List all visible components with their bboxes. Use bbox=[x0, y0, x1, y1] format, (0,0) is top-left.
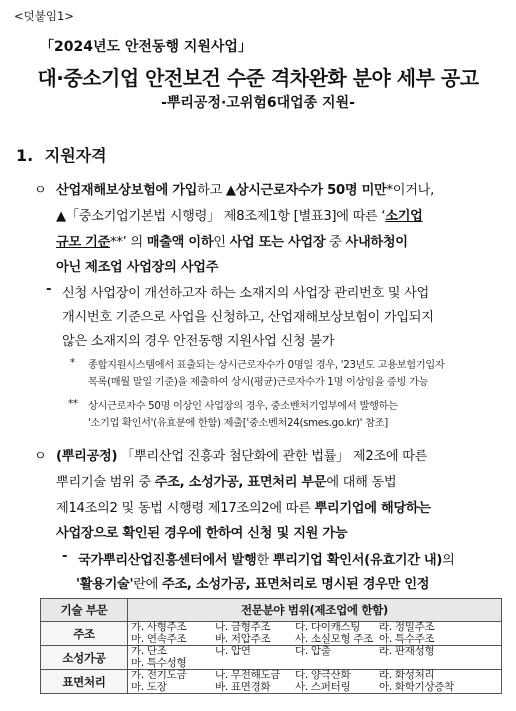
text-run: 중 bbox=[325, 235, 346, 250]
bullet1-line4: 아닌 제조업 사업장의 사업주 bbox=[56, 260, 219, 275]
table-row bbox=[41, 646, 502, 670]
text-run: ▲상시근로자수가 50명 미만 bbox=[225, 183, 387, 198]
table-header-scope: 전문분야 범위(제조업에 한함) bbox=[128, 599, 502, 622]
note1-marker: * bbox=[70, 358, 75, 369]
list-item: 라. 판재성형 bbox=[379, 645, 435, 657]
table-row-category: 소성가공 bbox=[41, 646, 128, 670]
section-number: 1. bbox=[16, 146, 34, 165]
text-run: 뿌리기술 범위 중 bbox=[56, 475, 155, 490]
list-item: 마. 연속주조 bbox=[131, 632, 187, 645]
note2-line1: 상시근로자수 50명 이상인 사업장의 경우, 중소벤처기업부에서 발행하는 bbox=[88, 401, 398, 412]
list-item: 라. 화성처리 bbox=[379, 669, 435, 681]
text-run: 의 bbox=[442, 553, 455, 568]
bullet2-line3 bbox=[56, 497, 431, 516]
table-row-items bbox=[128, 670, 502, 694]
table-header-category: 기술 부문 bbox=[41, 599, 128, 622]
text-run: 사업 또는 사업장 bbox=[229, 235, 326, 250]
dash1-line2: 개시번호 기준으로 사업을 신청하고, 산업재해보상보험이 가입되지 bbox=[62, 310, 434, 325]
page-title: 대·중소기업 안전보건 수준 격차완화 분야 세부 공고 bbox=[37, 66, 479, 90]
dash1-line1: 신청 사업장이 개선하고자 하는 소재지의 사업장 관리번호 및 사업 bbox=[62, 286, 429, 301]
text-run: 규모 기준 bbox=[56, 235, 111, 250]
bullet2-line1 bbox=[56, 445, 427, 464]
dash2-line2 bbox=[76, 573, 429, 592]
list-item: 나. 압연 bbox=[215, 645, 251, 657]
list-item: 나. 무전해도금 bbox=[215, 669, 281, 681]
list-item: 마. 특수성형 bbox=[131, 656, 187, 669]
text-run: 소기업 bbox=[385, 209, 423, 224]
table-row-category: 주조 bbox=[41, 622, 128, 646]
section-title: 지원자격 bbox=[44, 146, 107, 165]
dash1-marker: - bbox=[46, 282, 52, 297]
list-item: 사. 소실모형 주조 bbox=[295, 632, 374, 645]
table-row-items bbox=[128, 646, 502, 670]
attachment-tag: <덧붙임1> bbox=[14, 9, 74, 23]
items-line bbox=[131, 670, 498, 682]
note2-marker: ** bbox=[68, 399, 78, 410]
text-run: 한 bbox=[256, 553, 273, 568]
bullet1-line2 bbox=[56, 205, 423, 224]
note2-line2: '소기업 확인서'(유효분에 한함) 제출['중소벤처24(smes.go.kr)' 참조] bbox=[88, 418, 388, 429]
dash2-line1 bbox=[78, 549, 455, 568]
text-run: **’ 의 bbox=[110, 235, 147, 250]
section-heading bbox=[16, 143, 107, 166]
text-run: 뿌리기업에 해당하는 bbox=[314, 501, 431, 516]
list-item: 다. 다이캐스팅 bbox=[295, 621, 361, 633]
text-run: 산업재해보상보험에 가입 bbox=[56, 183, 198, 198]
text-run: 주조, 소성가공, 표면처리로 명시된 경우만 인정 bbox=[162, 577, 430, 592]
text-run: 하고 bbox=[197, 183, 226, 198]
text-run: 사내하청이 bbox=[345, 235, 408, 250]
list-item: 나. 금형주조 bbox=[215, 621, 271, 633]
bullet1-line1 bbox=[56, 179, 434, 198]
text-run: 국가뿌리산업진흥센터에서 발행 bbox=[78, 553, 257, 568]
list-item: 다. 압출 bbox=[295, 645, 331, 657]
list-item: 바. 저압주조 bbox=[215, 632, 271, 645]
list-item: 다. 양극산화 bbox=[295, 669, 351, 681]
table-row-category: 표면처리 bbox=[41, 670, 128, 694]
note1-line2: 목록(매월 말일 기준)을 제출하여 상시(평균)근로자수가 1명 이상임을 증빙 가능 bbox=[88, 377, 429, 388]
list-item: 마. 도장 bbox=[131, 680, 167, 693]
text-run: 인 bbox=[213, 235, 230, 250]
list-item: 가. 사형주조 bbox=[131, 621, 187, 633]
dash1-line3: 않은 소재지의 경우 안전동행 지원사업 신청 불가 bbox=[62, 334, 335, 349]
technology-scope-table bbox=[40, 598, 502, 694]
list-item: 사. 스퍼터링 bbox=[295, 680, 351, 693]
page-subtitle: -뿌리공정·고위험6대업종 지원- bbox=[161, 95, 355, 111]
list-item: 바. 표면경화 bbox=[215, 680, 271, 693]
bullet1-line3 bbox=[56, 231, 408, 250]
table-row-items bbox=[128, 622, 502, 646]
items-line bbox=[131, 682, 498, 694]
program-pretitle: 「2024년도 안전동행 지원사업」 bbox=[40, 39, 252, 55]
text-run: *이거나, bbox=[386, 183, 434, 198]
bullet2-line4: 사업장으로 확인된 경우에 한하여 신청 및 지원 가능 bbox=[56, 526, 348, 541]
note1-line1: 종합지원시스템에서 표출되는 상시근로자수가 0명일 경우, '23년도 고용보험기입자 bbox=[88, 360, 445, 371]
text-run: 매출액 이하 bbox=[146, 235, 214, 250]
items-line bbox=[131, 646, 498, 658]
bullet2-marker: ㅇ bbox=[34, 449, 47, 464]
bullet2-line2 bbox=[56, 471, 396, 490]
text-run: 란에 bbox=[133, 577, 163, 592]
text-run: '활용기술' bbox=[76, 577, 134, 592]
text-run: 주조, 소성가공, 표면처리 부문 bbox=[154, 475, 327, 490]
text-run: ▲「중소기업기본법 시행령」 제8조제1항 [별표3]에 따른 ‘ bbox=[56, 209, 386, 224]
text-run: (뿌리공정) bbox=[56, 449, 118, 464]
items-line bbox=[131, 634, 498, 646]
items-line bbox=[131, 658, 498, 670]
list-item: 라. 정밀주조 bbox=[379, 621, 435, 633]
list-item: 아. 특수주조 bbox=[379, 632, 435, 645]
bullet1-marker: ㅇ bbox=[34, 183, 47, 198]
table-header-row bbox=[41, 599, 502, 622]
items-line bbox=[131, 622, 498, 634]
list-item: 아. 화학기상증착 bbox=[379, 680, 454, 693]
text-run: 제14조의2 및 동법 시행령 제17조의2에 따른 bbox=[56, 501, 315, 516]
dash2-marker: - bbox=[62, 549, 68, 564]
list-item: 가. 단조 bbox=[131, 645, 167, 657]
table-row bbox=[41, 622, 502, 646]
list-item: 가. 전기도금 bbox=[131, 669, 187, 681]
text-run: 에 대해 동법 bbox=[326, 475, 397, 490]
text-run: 「뿌리산업 진흥과 첨단화에 관한 법률」 제2조에 따른 bbox=[117, 449, 428, 464]
table-row bbox=[41, 670, 502, 694]
text-run: 뿌리기업 확인서(유효기간 내) bbox=[272, 553, 443, 568]
